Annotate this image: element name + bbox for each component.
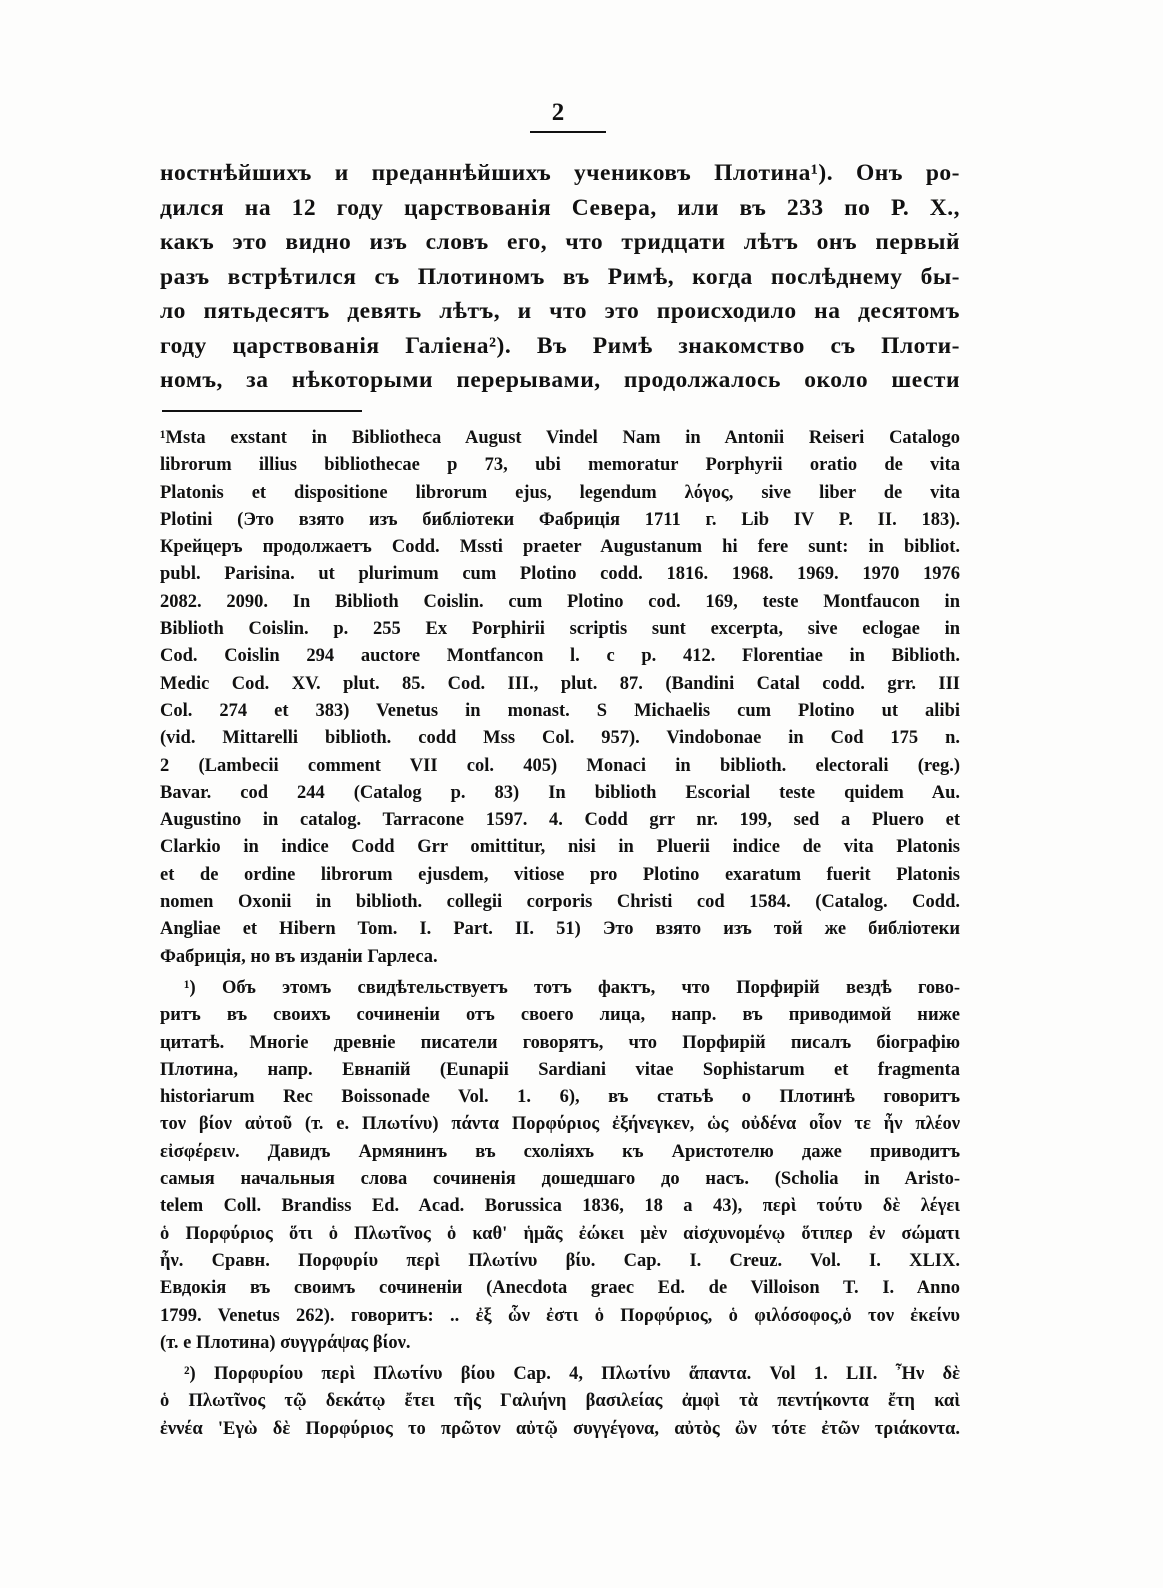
footnote-line: Plotini (Это взято изъ библіотеки Фабриція 1711 г. Lib IV P. II. 183).: [160, 509, 960, 530]
footnote-manuscripts: [160, 425, 960, 971]
footnote-line: самыя начальныя слова сочиненія дошедшаго до насъ. (Scholia in Aristo-: [160, 1169, 960, 1190]
main-text-line: ло пятьдесятъ девять лѣтъ, и что это происходило на десятомъ: [160, 298, 960, 324]
footnote-line: (vid. Mittarelli biblioth. codd Mss Col. 957). Vindobonae in Cod 175 n.: [160, 728, 960, 749]
footnote-line: Biblioth Coislin. p. 255 Ex Porphirii scriptis sunt excerpta, sive eclogae in: [160, 619, 960, 640]
footnote-1: [160, 975, 960, 1357]
footnote-line: 1799. Venetus 262). говоритъ: .. ἐξ ὧν ἐστι ὁ Πορφύριος, ὁ φιλόσοφος,ὁ τον ἐκείνυ: [160, 1305, 960, 1326]
page-number: 2: [551, 99, 565, 126]
footnote-line: ритъ въ своихъ сочиненіи отъ своего лица, напр. въ приводимой ниже: [160, 1005, 960, 1026]
footnote-line: nomen Oxonii in biblioth. collegii corporis Christi cod 1584. (Catalog. Codd.: [160, 892, 960, 913]
footnote-line: (т. е Плотина) συγγράψας βίον.: [160, 1332, 411, 1353]
footnote-line: telem Coll. Brandiss Ed. Acad. Borussica 1836, 18 a 43), περὶ τούτυ δὲ λέγει: [160, 1196, 960, 1217]
footnote-line: цитатѣ. Многіе древніе писатели говорятъ, что Порфирій писалъ біографію: [160, 1032, 960, 1053]
footnote-line: ἦν. Сравн. Πορφυρίυ περὶ Πλωτίνυ βίυ. Cap. I. Creuz. Vol. I. XLIX.: [160, 1250, 960, 1271]
footnote-line: τον βίον αὐτοῦ (т. е. Плωτίνυ) πάντα Πορφύριος ἐξήνεγκεν, ὡς οὐδένα οἷον τε ἦν πλέον: [160, 1114, 960, 1135]
footnote-line: publ. Parisina. ut plurimum cum Plotino codd. 1816. 1968. 1969. 1970 1976: [160, 564, 960, 585]
main-text-line: дился на 12 году царствованія Севера, или въ 233 по Р. Х.,: [160, 194, 960, 221]
footnote-line: ὁ Πορφύριος ὅτι ὁ Πλωτῖνος ὁ καθ' ἡμᾶς ἐώκει μὲν αἰσχυνομένῳ ὅτιπερ ἐν σώματι: [160, 1223, 960, 1244]
footnote-line: ¹Msta exstant in Bibliotheca August Vindel Nam in Antonii Reiseri Catalogo: [160, 428, 960, 448]
footnote-separator-rule: [162, 410, 362, 412]
footnotes: [160, 425, 960, 1443]
footnote-line: et de ordine librorum ejusdem, vitiose pro Plotino exaratum fuerit Platonis: [160, 864, 960, 885]
footnote-line: Bavar. cod 244 (Catalog p. 83) In biblioth Escorial teste quidem Au.: [160, 782, 960, 803]
main-text-line: номъ, за нѣкоторыми перерывами, продолжалось около шести: [160, 367, 960, 393]
footnote-line: εἰσφέρειν. Давидъ Армянинъ въ схоліяхъ къ Аристотелю даже приводитъ: [160, 1141, 960, 1162]
footnote-line: Augustino in catalog. Tarracone 1597. 4. Codd grr nr. 199, sed a Pluero et: [160, 810, 960, 831]
footnote-line: 2082. 2090. In Biblioth Coislin. cum Plotino cod. 169, teste Montfaucon in: [160, 591, 960, 612]
footnote-line: ἐννέα 'Εγὼ δὲ Πορφύριος το πρῶτον αὐτῷ συγγέγονα, αὐτὸς ὢν τότε ἐτῶν τριάκοντα.: [160, 1418, 960, 1439]
footnote-line: ὁ Πλωτῖνος τῷ δεκάτῳ ἔτει τῆς Γαλιήνη βασιλείας ἀμφὶ τὰ πεντήκοντα ἔτη καὶ: [160, 1391, 960, 1412]
main-text: [160, 156, 960, 398]
footnote-line: 2 (Lambecii comment VII col. 405) Monaci in biblioth. electorali (reg.): [160, 755, 960, 776]
footnote-line: librorum illius bibliothecae p 73, ubi memoratur Porphyrii oratio de vita: [160, 455, 960, 476]
page-number-rule: [530, 131, 606, 133]
footnote-line: Col. 274 et 383) Venetus in monast. S Michaelis cum Plotino ut alibi: [160, 700, 960, 721]
footnote-line: Medic Cod. XV. plut. 85. Cod. III., plut. 87. (Bandini Catal codd. grr. III: [160, 673, 960, 694]
footnote-line: Angliae et Hibern Tom. I. Part. II. 51) Это взято изъ той же библіотеки: [160, 919, 960, 940]
footnote-line: Фабриція, но въ изданіи Гарлеса.: [160, 946, 438, 967]
footnote-line: Плотина, напр. Евнапій (Eunapii Sardiani vitae Sophistarum et fragmenta: [160, 1059, 960, 1080]
footnote-line: Clarkio in indice Codd Grr omittitur, nisi in Pluerii indice de vita Platonis: [160, 837, 960, 858]
main-text-line: году царствованія Галіена²). Въ Римѣ знакомство съ Плоти-: [160, 332, 960, 359]
footnote-line: Cod. Coislin 294 auctore Montfancon l. c p. 412. Florentiae in Biblioth.: [160, 646, 960, 667]
main-text-line: разъ встрѣтился съ Плотиномъ въ Римѣ, когда послѣднему бы-: [160, 263, 960, 290]
footnote-line: Крейцеръ продолжаетъ Codd. Mssti praeter Augustanum hi fere sunt: in bibliot.: [160, 537, 960, 558]
footnote-line: Platonis et dispositione librorum ejus, legendum λόγος, sive liber de vita: [160, 482, 960, 503]
footnote-line: ¹) Объ этомъ свидѣтельствуетъ тотъ фактъ, что Порфирій вездѣ гово-: [184, 977, 960, 998]
footnote-line: historiarum Rec Boissonade Vol. 1. 6), въ статьѣ о Плотинѣ говоритъ: [160, 1087, 960, 1108]
footnote-2: [160, 1361, 960, 1443]
main-text-line: ностнѣйшихъ и преданнѣйшихъ учениковъ Плотина¹). Онъ ро-: [160, 160, 960, 186]
footnote-line: ²) Πορφυρίου περὶ Πλωτίνυ βίου Cap. 4, Πλωτίνυ ἅπαντα. Vol 1. LII. Ἦν δὲ: [184, 1364, 960, 1385]
main-text-line: какъ это видно изъ словъ его, что тридцати лѣтъ онъ первый: [160, 229, 960, 255]
footnote-line: Евдокія въ своимъ сочиненіи (Anecdota graec Ed. de Villoison T. I. Anno: [160, 1278, 960, 1299]
